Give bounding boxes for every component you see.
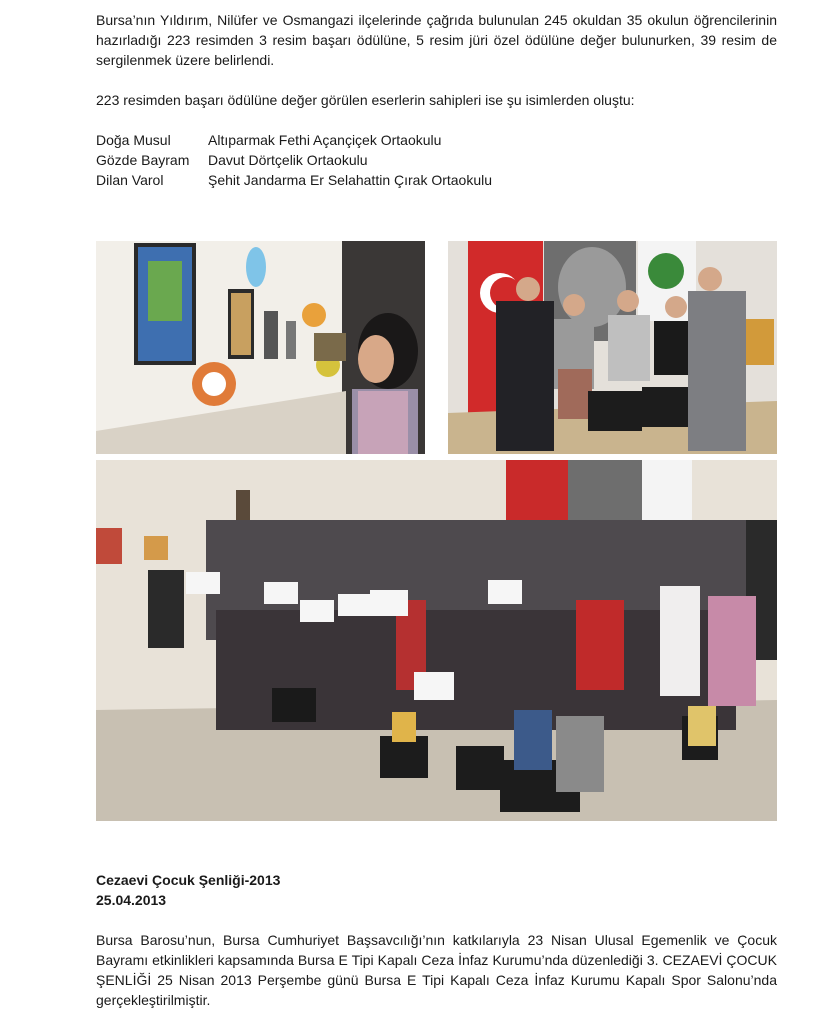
winner-school: Şehit Jandarma Er Selahattin Çırak Ortaokulu [208,172,493,188]
winner-row [96,150,777,170]
winner-name: Dilan Varol [96,172,164,188]
section-title: Cezaevi Çocuk Şenliği-2013 [96,872,281,888]
winner-row [96,170,777,190]
winner-school: Altıparmak Fethi Açançiçek Ortaokulu [208,132,442,148]
group-photo [96,460,777,821]
winner-row [96,130,777,150]
event-section [96,870,777,1010]
intro-paragraph: Bursa’nın Yıldırım, Nilüfer ve Osmangazi ilçelerinde çağrıda bulunulan 245 okuldan 35 okulun öğrencilerinin hazırladığı 223 resimden 3 resim başarı ödülüne, 5 resim jüri özel ödülüne değer bulunurken, 39 resim de sergilenmek üzere belirlendi. [96,12,777,68]
winners-lead-paragraph: 223 resimden başarı ödülüne değer görülen eserlerin sahipleri ise şu isimlerden oluştu: [96,92,635,108]
winner-name: Doğa Musul [96,132,171,148]
award-ceremony-photo [448,241,777,454]
exhibition-photo [96,241,425,454]
winner-school: Davut Dörtçelik Ortaokulu [208,152,368,168]
section-body: Bursa Barosu’nun, Bursa Cumhuriyet Başsavcılığı’nın katkılarıyla 23 Nisan Ulusal Egemenlik ve Çocuk Bayramı etkinlikleri kapsamında Bursa E Tipi Kapalı Ceza İnfaz Kurumu’nda düzenlediği 3. CEZAEVİ ÇOCUK ŞENLİĞİ 25 Nisan 2013 Perşembe günü Bursa E Tipi Kapalı Ceza İnfaz Kurumu Kapalı Spor Salonu’nda gerçekleştirilmiştir. [96,932,777,1008]
section-date: 25.04.2013 [96,892,167,908]
winners-list [96,130,777,190]
winner-name: Gözde Bayram [96,152,190,168]
